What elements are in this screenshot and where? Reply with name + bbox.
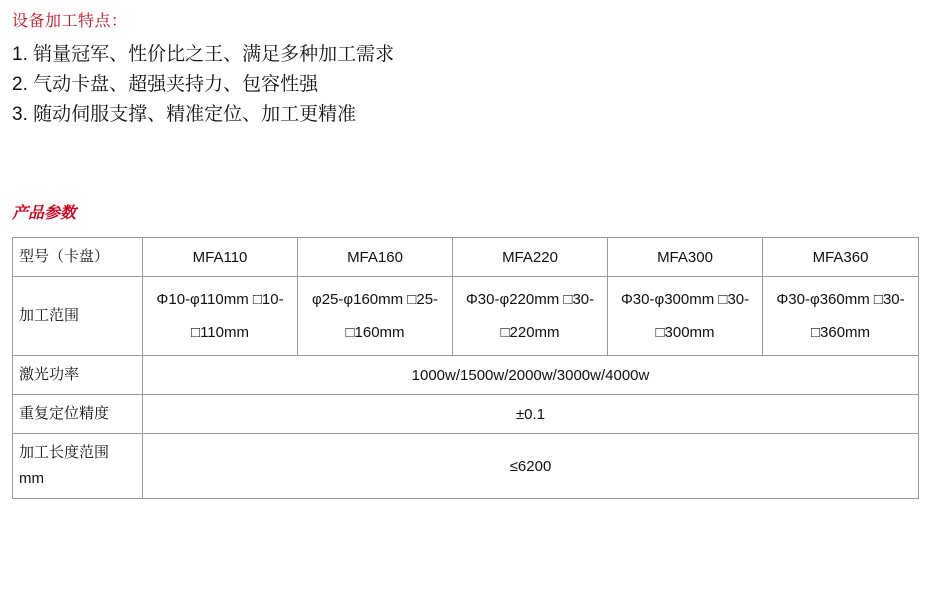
power-value: 1000w/1500w/2000w/3000w/4000w (143, 356, 919, 395)
feature-item: 2. 气动卡盘、超强夹持力、包容性强 (12, 74, 319, 95)
row-label-range: 加工范围 (13, 277, 143, 356)
range-cell: Φ10-φ110mm □10-□110mm (143, 277, 298, 356)
parameters-heading: 产品参数 (12, 205, 77, 222)
table-row (13, 277, 919, 356)
table-row (13, 356, 919, 395)
features-list (12, 40, 712, 130)
length-value: ≤6200 (143, 434, 919, 499)
model-cell: MFA160 (298, 238, 453, 277)
features-heading: 设备加工特点： (12, 13, 128, 30)
table-row (13, 238, 919, 277)
row-label-power: 激光功率 (13, 356, 143, 395)
feature-item: 1. 销量冠军、性价比之王、满足多种加工需求 (12, 44, 395, 65)
table-row (13, 395, 919, 434)
parameters-table (12, 237, 919, 499)
model-cell: MFA110 (143, 238, 298, 277)
row-label-length: 加工长度范围 mm (13, 434, 143, 499)
range-cell: φ25-φ160mm □25-□160mm (298, 277, 453, 356)
accuracy-value: ±0.1 (143, 395, 919, 434)
range-cell: Φ30-φ360mm □30-□360mm (763, 277, 919, 356)
model-cell: MFA220 (453, 238, 608, 277)
range-cell: Φ30-φ220mm □30-□220mm (453, 277, 608, 356)
model-cell: MFA360 (763, 238, 919, 277)
row-label-accuracy: 重复定位精度 (13, 395, 143, 434)
range-cell: Φ30-φ300mm □30-□300mm (608, 277, 763, 356)
feature-item: 3. 随动伺服支撑、精准定位、加工更精准 (12, 104, 357, 125)
table-row (13, 434, 919, 499)
model-cell: MFA300 (608, 238, 763, 277)
row-label-model: 型号（卡盘） (13, 238, 143, 277)
